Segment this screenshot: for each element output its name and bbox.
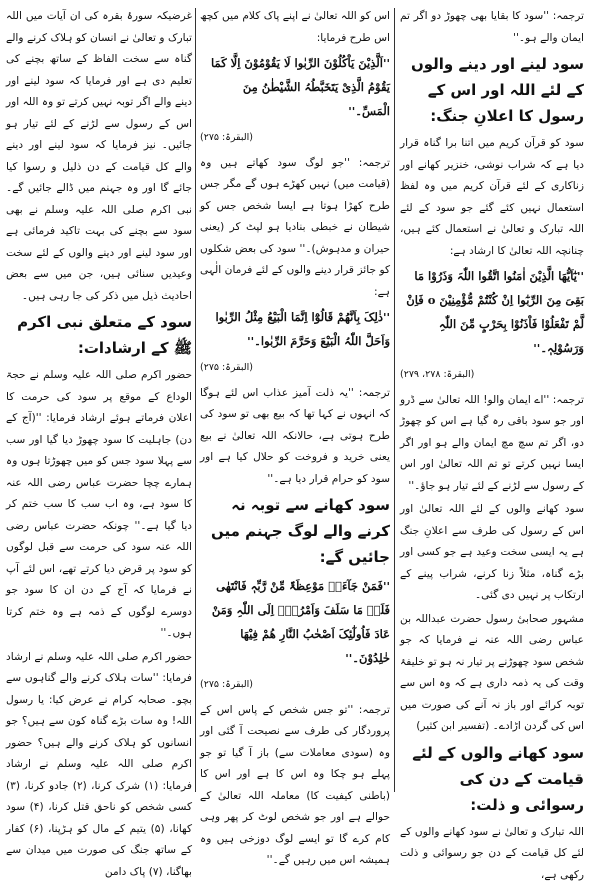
column-divider bbox=[195, 8, 196, 792]
translation-paragraph: ترجمہ: ''اے ایمان والو! اللہ تعالیٰ سے ڈرو اور جو سود باقی رہ گیا ہے اس کو چھوڑ دو، اگر تم سچ مچ ایمان والے ہو اور اگر ایسا نہیں کرتے تو تم اللہ تعالیٰ اور اس کے رسول سے لڑنے کے لئے تیار ہو جاؤ۔'' bbox=[400, 390, 584, 498]
translation-paragraph: ترجمہ: ''یہ ذلت آمیز عذاب اس لئے ہوگا کہ انہوں نے کہا تھا کہ بیع بھی تو سود کی طرح ہوتی ہے، حالانکہ اللہ تعالیٰ نے بیع یعنی خرید و فروخت کو حلال کیا ہے اور سود کو حرام قرار دیا ہے۔'' bbox=[200, 383, 390, 491]
body-paragraph: سود کو قرآن کریم میں اتنا برا گناہ قرار دیا ہے کہ شراب نوشی، خنزیر کھانے اور زناکاری کے لئے قرآن کریم میں وہ لفظ استعمال نہیں کئے گئے جو سود کے لئے اللہ تبارک و تعالیٰ نے استعمال کئے ہیں، چنانچہ اللہ تعالیٰ کا ارشاد ہے: bbox=[400, 133, 584, 262]
body-paragraph: سود کھانے والوں کے لئے اللہ تعالیٰ اور اس کے رسول کی طرف سے اعلانِ جنگ ہے یہ ایسی سخت وعید ہے جو کسی اور بڑے گناہ، مثلاً زنا کرنے، شراب پینے کے ارتکاب پر نہیں دی گئی۔ bbox=[400, 499, 584, 607]
translation-paragraph: ترجمہ: ''تو جس شخص کے پاس اس کے پروردگار کی طرف سے نصیحت آ گئی اور وہ (سودی معاملات سے) باز آ گیا تو جو پہلے ہو چکا وہ اس کا ہے اور اس کا (باطنی کیفیت کا) معاملہ اللہ تعالیٰ کے حوالے ہے اور جو شخص لوٹ کر پھر وہی کام کرے گا تو ایسے لوگ دوزخی ہیں وہ ہمیشہ اس میں رہیں گے۔'' bbox=[200, 700, 390, 872]
quran-verse: ''فَمَنْ جَآءَہٗ مَوْعِظَۃٌ مِّنْ رَّبِّہٖ فَانْتَھٰی فَلَہٗ مَا سَلَفَ وَاَمْرُہٗٓ اِلَی اللّٰہِ وَمَنْ عَادَ فَاُولٰٓئِکَ اَصْحٰبُ النَّارِ ھُمْ فِیْھَا خٰلِدُوْنَ۔'' bbox=[200, 574, 390, 670]
body-paragraph: غرضیکہ سورۂ بقرہ کی ان آیات میں اللہ تبارک و تعالیٰ نے انسان کو ہلاک کرنے والے گناہ سے سخت الفاظ کے ساتھ بچنے کی تعلیم دی ہے اور فرمایا کہ سود لینے اور دینے والے اگر توبہ نہیں کرتے تو وہ اللہ اور اس کے رسول سے لڑنے کے لئے تیار ہو جائیں۔ نیز فرمایا کہ سود لینے اور دینے والے کل قیامت کے دن ذلیل و رسوا کیا جائے گا اور وہ جہنم میں ڈالے جائیں گے۔ نبی اکرم صلی اللہ علیہ وسلم نے بھی سود سے بچنے کی بہت تاکید فرمائی ہے اور سود لینے اور دینے والوں کے لئے سخت وعیدیں سنائی ہیں، جن میں سے بعض احادیث ذیل میں ذکر کی جا رہی ہیں۔ bbox=[6, 6, 192, 307]
right-column bbox=[400, 6, 584, 794]
section-heading: سود کھانے سے توبہ نہ کرنے والے لوگ جہنم میں جائیں گے: bbox=[200, 492, 390, 570]
verse-reference: (البقرۃ: ۲۷۸، ۲۷۹) bbox=[400, 364, 584, 386]
left-column bbox=[6, 6, 192, 794]
body-paragraph: اس کو اللہ تعالیٰ نے اپنے پاک کلام میں کچھ اس طرح فرمایا: bbox=[200, 6, 390, 49]
section-heading: سود کے متعلق نبی اکرم ﷺ کے ارشادات: bbox=[6, 309, 192, 361]
verse-reference: (البقرۃ: ۲۷۵) bbox=[200, 357, 390, 379]
section-heading: سود لینے اور دینے والوں کے لئے اللہ اور اس کے رسول کا اعلانِ جنگ: bbox=[400, 51, 584, 129]
verse-reference: (البقرۃ: ۲۷۵) bbox=[200, 674, 390, 696]
column-divider bbox=[394, 8, 395, 792]
translation-paragraph: ترجمہ: ''جو لوگ سود کھاتے ہیں وہ (قیامت میں) نہیں کھڑے ہوں گے مگر جس طرح کھڑا ہوتا ہے ایسا شخص جس کو شیطان نے خبطی بنادیا ہو لپٹ کر (یعنی حیران و مدہوش)۔'' سود کی بعض شکلوں کو جائز قرار دینے والوں کے لئے فرمان الٰہی ہے: bbox=[200, 153, 390, 304]
body-paragraph: اللہ تبارک و تعالیٰ نے سود کھانے والوں کے لئے کل قیامت کے دن جو رسوائی و ذلت رکھی ہے، bbox=[400, 822, 584, 886]
quran-verse: ''یٰٓاَیُّھَا الَّذِیْنَ اٰمَنُوا اتَّقُوا اللّٰہَ وَذَرُوْا مَا بَقِیَ مِنَ الرِّبٰٓوا اِنْ کُنْتُمْ مُّؤْمِنِیْنَ o فَاِنْ لَّمْ تَفْعَلُوْا فَاْذَنُوْا بِحَرْبٍ مِّنَ اللّٰہِ وَرَسُوْلِہٖ۔'' bbox=[400, 264, 584, 360]
body-paragraph: حضور اکرم صلی اللہ علیہ وسلم نے حجۃ الوداع کے موقع پر سود کی حرمت کا اعلان فرماتے ہوئے ارشاد فرمایا: ''(آج کے دن) جاہلیت کا سود چھوڑ دیا گیا اور سب سے پہلا سود جس کو میں چھوڑتا ہوں وہ ہمارے چچا حضرت عباس رضی اللہ عنہ کا سود ہے، وہ اب سب کا سب ختم کر دیا گیا ہے۔'' چونکہ حضرت عباس رضی اللہ عنہ سود کی حرمت سے قبل لوگوں کو سود پر قرض دیا کرتے تھے، اس لئے آپ نے فرمایا کہ آج کے دن ان کا سود جو دوسرے لوگوں کے ذمہ ہے وہ ختم کرتا ہوں۔'' bbox=[6, 365, 192, 645]
body-paragraph: حضور اکرم صلی اللہ علیہ وسلم نے ارشاد فرمایا: ''سات ہلاک کرنے والے گناہوں سے بچو۔ صحابہ کرام نے عرض کیا: یا رسول اللہ! وہ سات بڑے گناہ کون سے ہیں؟ جو انسانوں کو ہلاک کرنے والے ہیں؟ حضور اکرم صلی اللہ علیہ وسلم نے ارشاد فرمایا: (۱) شرک کرنا، (۲) جادو کرنا، (۳) کسی شخص کو ناحق قتل کرنا، (۴) سود کھانا، (۵) یتیم کے مال کو ہڑپنا، (۶) کفار کے ساتھ جنگ کی صورت میں میدان سے بھاگنا، (۷) پاک دامن bbox=[6, 647, 192, 884]
quran-verse: ''اَلَّذِیْنَ یَاْکُلُوْنَ الرِّبٰوا لَا یَقُوْمُوْنَ اِلَّا کَمَا یَقُوْمُ الَّذِیْ یَتَخَبَّطُہُ الشَّیْطٰنُ مِنَ الْمَسِّ۔'' bbox=[200, 51, 390, 123]
section-heading: سود کھانے والوں کے لئے قیامت کے دن کی رسوائی و ذلت: bbox=[400, 740, 584, 818]
quran-verse: ''ذٰلِکَ بِاَنَّھُمْ قَالُوْٓا اِنَّمَا الْبَیْعُ مِثْلُ الرِّبٰوا وَاَحَلَّ اللّٰہُ الْبَیْعَ وَحَرَّمَ الرِّبٰوا۔'' bbox=[200, 305, 390, 353]
verse-reference: (البقرۃ: ۲۷۵) bbox=[200, 127, 390, 149]
translation-paragraph: ترجمہ: ''سود کا بقایا بھی چھوڑ دو اگر تم ایمان والے ہو۔'' bbox=[400, 6, 584, 49]
middle-column bbox=[200, 6, 390, 794]
body-paragraph: مشہور صحابیٔ رسول حضرت عبداللہ بن عباس رضی اللہ عنہ نے فرمایا کہ جو شخص سود چھوڑنے پر تیار نہ ہو تو خلیفۂ وقت کی یہ ذمہ داری ہے کہ وہ اس سے توبہ کرائے اور باز نہ آنے کی صورت میں اس کی گردن اڑادے۔ (تفسیر ابن کثیر) bbox=[400, 609, 584, 738]
